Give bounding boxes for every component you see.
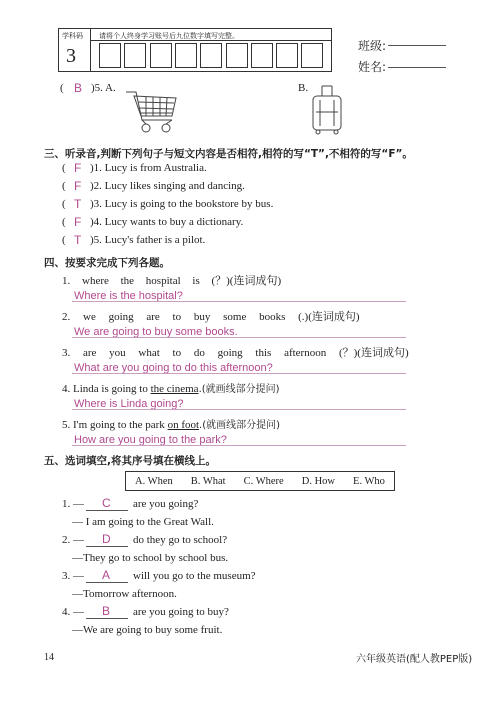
s5-reply: —Tomorrow afternoon. [72, 588, 177, 600]
digit-cell[interactable] [150, 43, 172, 68]
digit-cell[interactable] [251, 43, 273, 68]
s3-statement: )2. Lucy likes singing and dancing. [90, 180, 245, 192]
s5-answer: A [102, 568, 111, 582]
s5-blank[interactable] [86, 618, 128, 619]
s5-number: 1. — [62, 498, 84, 510]
s5-answer: D [102, 532, 111, 546]
s5-answer: B [102, 604, 111, 618]
q5-open-paren: ( [60, 82, 64, 94]
s4-q5-pre: 5. I'm going to the park [62, 419, 168, 431]
s3-answer: T [74, 233, 82, 247]
s4-q1: 1. where the hospital is (？)(连词成句) [62, 275, 282, 287]
s3-statement: )1. Lucy is from Australia. [90, 162, 207, 174]
header-instruction: 请将个人终身学习账号后九位数字填写完整。 [99, 32, 239, 40]
section5-title: 五、选词填空,将其序号填在横线上。 [44, 455, 216, 467]
s4-q5 [62, 416, 280, 431]
s3-statement: )4. Lucy wants to buy a dictionary. [90, 216, 244, 228]
s4-line5[interactable] [72, 445, 406, 446]
s4-line4[interactable] [72, 409, 406, 410]
account-digit-cells[interactable] [99, 43, 327, 68]
q5-label: )5. A. [91, 82, 116, 94]
page-number: 14 [44, 652, 54, 663]
s4-q4-underlined: the cinema [150, 383, 199, 395]
s4-a4: Where is Linda going? [74, 398, 184, 410]
s3-answer: F [74, 215, 82, 229]
digit-cell[interactable] [276, 43, 298, 68]
s4-a3: What are you going to do this afternoon? [74, 362, 273, 374]
s4-line2[interactable] [72, 337, 406, 338]
s4-q4 [62, 380, 280, 395]
s4-q3: 3. are you what to do going this afternoon (？)(连词成句) [62, 347, 409, 359]
word-bank-option: B. What [190, 475, 226, 487]
s4-a2: We are going to buy some books. [74, 326, 238, 338]
word-bank-option: D. How [301, 475, 335, 487]
s5-answer: C [102, 496, 111, 510]
word-bank-option: A. When [135, 475, 173, 487]
word-bank-option: E. Who [353, 475, 385, 487]
s4-q2: 2. we going are to buy some books (.)(连词成句) [62, 311, 360, 323]
word-bank-box [125, 471, 395, 491]
digit-cell[interactable] [200, 43, 222, 68]
s5-reply: —We are going to buy some fruit. [72, 624, 223, 636]
s4-line1[interactable] [72, 301, 406, 302]
class-label: 班级: [358, 39, 387, 53]
s3-answer: F [74, 179, 82, 193]
word-bank [126, 472, 394, 490]
s3-open-paren: ( [62, 180, 66, 192]
s4-q4-post: .(就画线部分提问) [198, 384, 280, 395]
xuekema-label: 学科码 [62, 32, 83, 40]
digit-cell[interactable] [301, 43, 323, 68]
s3-statement: )3. Lucy is going to the bookstore by bus. [90, 198, 274, 210]
word-bank-option: C. Where [243, 475, 284, 487]
name-field[interactable] [388, 67, 446, 68]
s4-a5: How are you going to the park? [74, 434, 227, 446]
s5-blank[interactable] [86, 546, 128, 547]
s5-number: 2. — [62, 534, 84, 546]
s3-statement: )5. Lucy's father is a pilot. [90, 234, 206, 246]
name-label: 姓名: [358, 60, 387, 74]
s3-open-paren: ( [62, 198, 66, 210]
class-field[interactable] [388, 45, 446, 46]
s3-open-paren: ( [62, 216, 66, 228]
header-code-box [58, 28, 332, 72]
digit-cell[interactable] [99, 43, 121, 68]
s4-q5-underlined: on foot [167, 419, 200, 431]
book-title: 六年级英语(配人教PEP版) [356, 654, 473, 665]
s5-reply: — I am going to the Great Wall. [72, 516, 214, 528]
digit-cell[interactable] [124, 43, 146, 68]
q5-answer: B [74, 81, 83, 95]
s5-blank[interactable] [86, 582, 128, 583]
s5-number: 4. — [62, 606, 84, 618]
suitcase-icon [308, 84, 348, 136]
s5-reply: —They go to school by school bus. [72, 552, 229, 564]
s3-answer: F [74, 161, 82, 175]
s3-answer: T [74, 197, 82, 211]
section4-title: 四、按要求完成下列各题。 [44, 257, 170, 269]
q5-option-b: B. [298, 82, 309, 94]
s3-open-paren: ( [62, 234, 66, 246]
s5-question-rest: are you going to buy? [133, 606, 229, 618]
subject-code: 3 [66, 45, 76, 67]
section3-title: 三、听录音,判断下列句子与短文内容是否相符,相符的写“T”,不相符的写“F”。 [44, 148, 413, 160]
digit-cell[interactable] [226, 43, 248, 68]
s4-q4-pre: 4. Linda is going to [62, 383, 151, 395]
s4-q5-post: .(就画线部分提问) [199, 420, 281, 431]
s5-blank[interactable] [86, 510, 128, 511]
s4-a1: Where is the hospital? [74, 290, 183, 302]
s5-question-rest: will you go to the museum? [133, 570, 256, 582]
s5-question-rest: are you going? [133, 498, 199, 510]
digit-cell[interactable] [175, 43, 197, 68]
s5-number: 3. — [62, 570, 84, 582]
shopping-cart-icon [122, 86, 182, 138]
s4-line3[interactable] [72, 373, 406, 374]
s5-question-rest: do they go to school? [133, 534, 228, 546]
s3-open-paren: ( [62, 162, 66, 174]
